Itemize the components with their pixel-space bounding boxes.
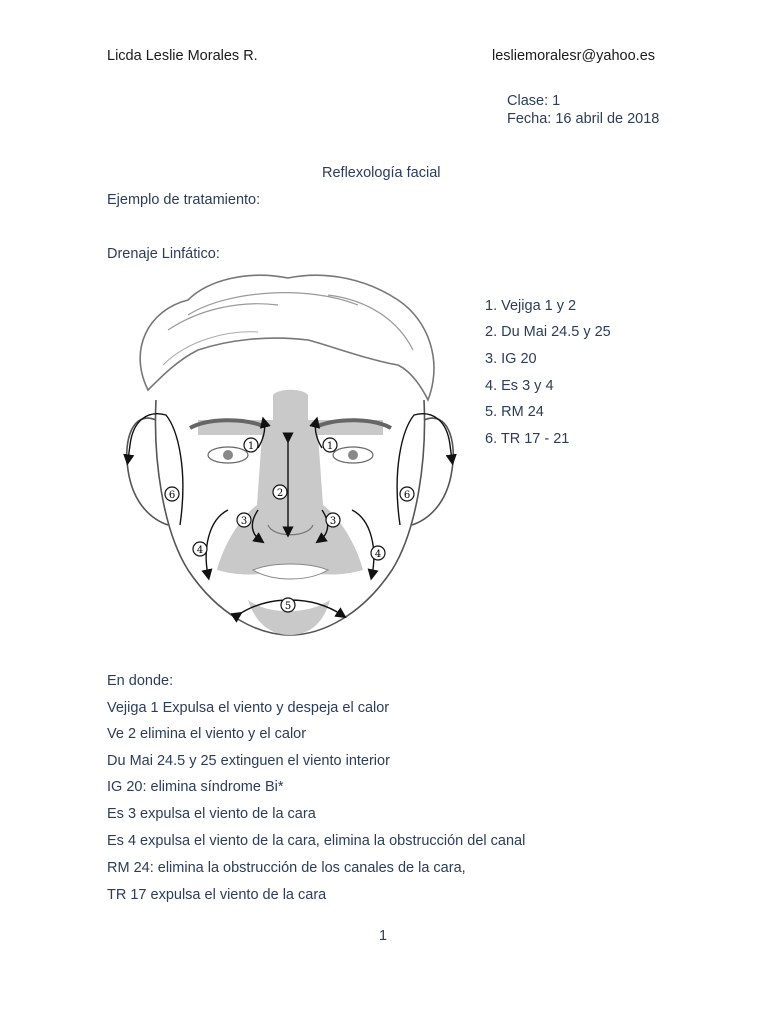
marker-1-right: [323, 438, 337, 452]
author-name: Licda Leslie Morales R.: [107, 48, 258, 64]
point-item: 2. Du Mai 24.5 y 25: [485, 324, 611, 340]
svg-text:3: 3: [240, 516, 248, 527]
definition-line: Es 3 expulsa el viento de la cara: [107, 806, 316, 822]
marker-5: [281, 598, 295, 612]
definition-line: Ve 2 elimina el viento y el calor: [107, 726, 307, 742]
svg-text:1: 1: [247, 441, 255, 452]
page-title: Reflexología facial: [322, 165, 441, 181]
definition-line: IG 20: elimina síndrome Bi*: [107, 779, 284, 795]
marker-1-left: [244, 438, 258, 452]
definition-line: TR 17 expulsa el viento de la cara: [107, 887, 327, 903]
svg-text:5: 5: [284, 601, 292, 612]
face-diagram: [108, 270, 473, 655]
definition-line: RM 24: elimina la obstrucción de los canales de la cara,: [107, 860, 466, 876]
svg-text:3: 3: [329, 516, 337, 527]
treatment-heading: Ejemplo de tratamiento:: [107, 192, 261, 208]
definition-line: Vejiga 1 Expulsa el viento y despeja el calor: [107, 700, 390, 716]
class-number: Clase: 1: [507, 93, 561, 109]
point-item: 3. IG 20: [485, 351, 537, 367]
marker-3-left: [237, 513, 251, 527]
definitions-heading: En donde:: [107, 673, 174, 689]
shaded-zone: [198, 390, 383, 575]
marker-6-left: [165, 487, 179, 501]
svg-text:6: 6: [168, 490, 176, 501]
section-heading: Drenaje Linfático:: [107, 246, 220, 262]
page-number: 1: [379, 928, 388, 944]
marker-3-right: [326, 513, 340, 527]
marker-2: [273, 485, 287, 499]
point-item: 6. TR 17 - 21: [485, 431, 570, 447]
svg-text:4: 4: [196, 545, 204, 556]
point-item: 5. RM 24: [485, 404, 544, 420]
point-item: 1. Vejiga 1 y 2: [485, 298, 577, 314]
point-item: 4. Es 3 y 4: [485, 378, 554, 394]
marker-6-right: [400, 487, 414, 501]
definition-line: Du Mai 24.5 y 25 extinguen el viento interior: [107, 753, 390, 769]
svg-text:6: 6: [403, 490, 411, 501]
svg-text:4: 4: [374, 549, 382, 560]
marker-4-left: [193, 542, 207, 556]
marker-4-right: [371, 546, 385, 560]
svg-text:1: 1: [326, 441, 334, 452]
definition-line: Es 4 expulsa el viento de la cara, elimina la obstrucción del canal: [107, 833, 526, 849]
hair-outline: [140, 275, 434, 400]
author-email: lesliemoralesr@yahoo.es: [492, 48, 656, 64]
class-date: Fecha: 16 abril de 2018: [507, 111, 660, 127]
svg-text:2: 2: [276, 488, 284, 499]
